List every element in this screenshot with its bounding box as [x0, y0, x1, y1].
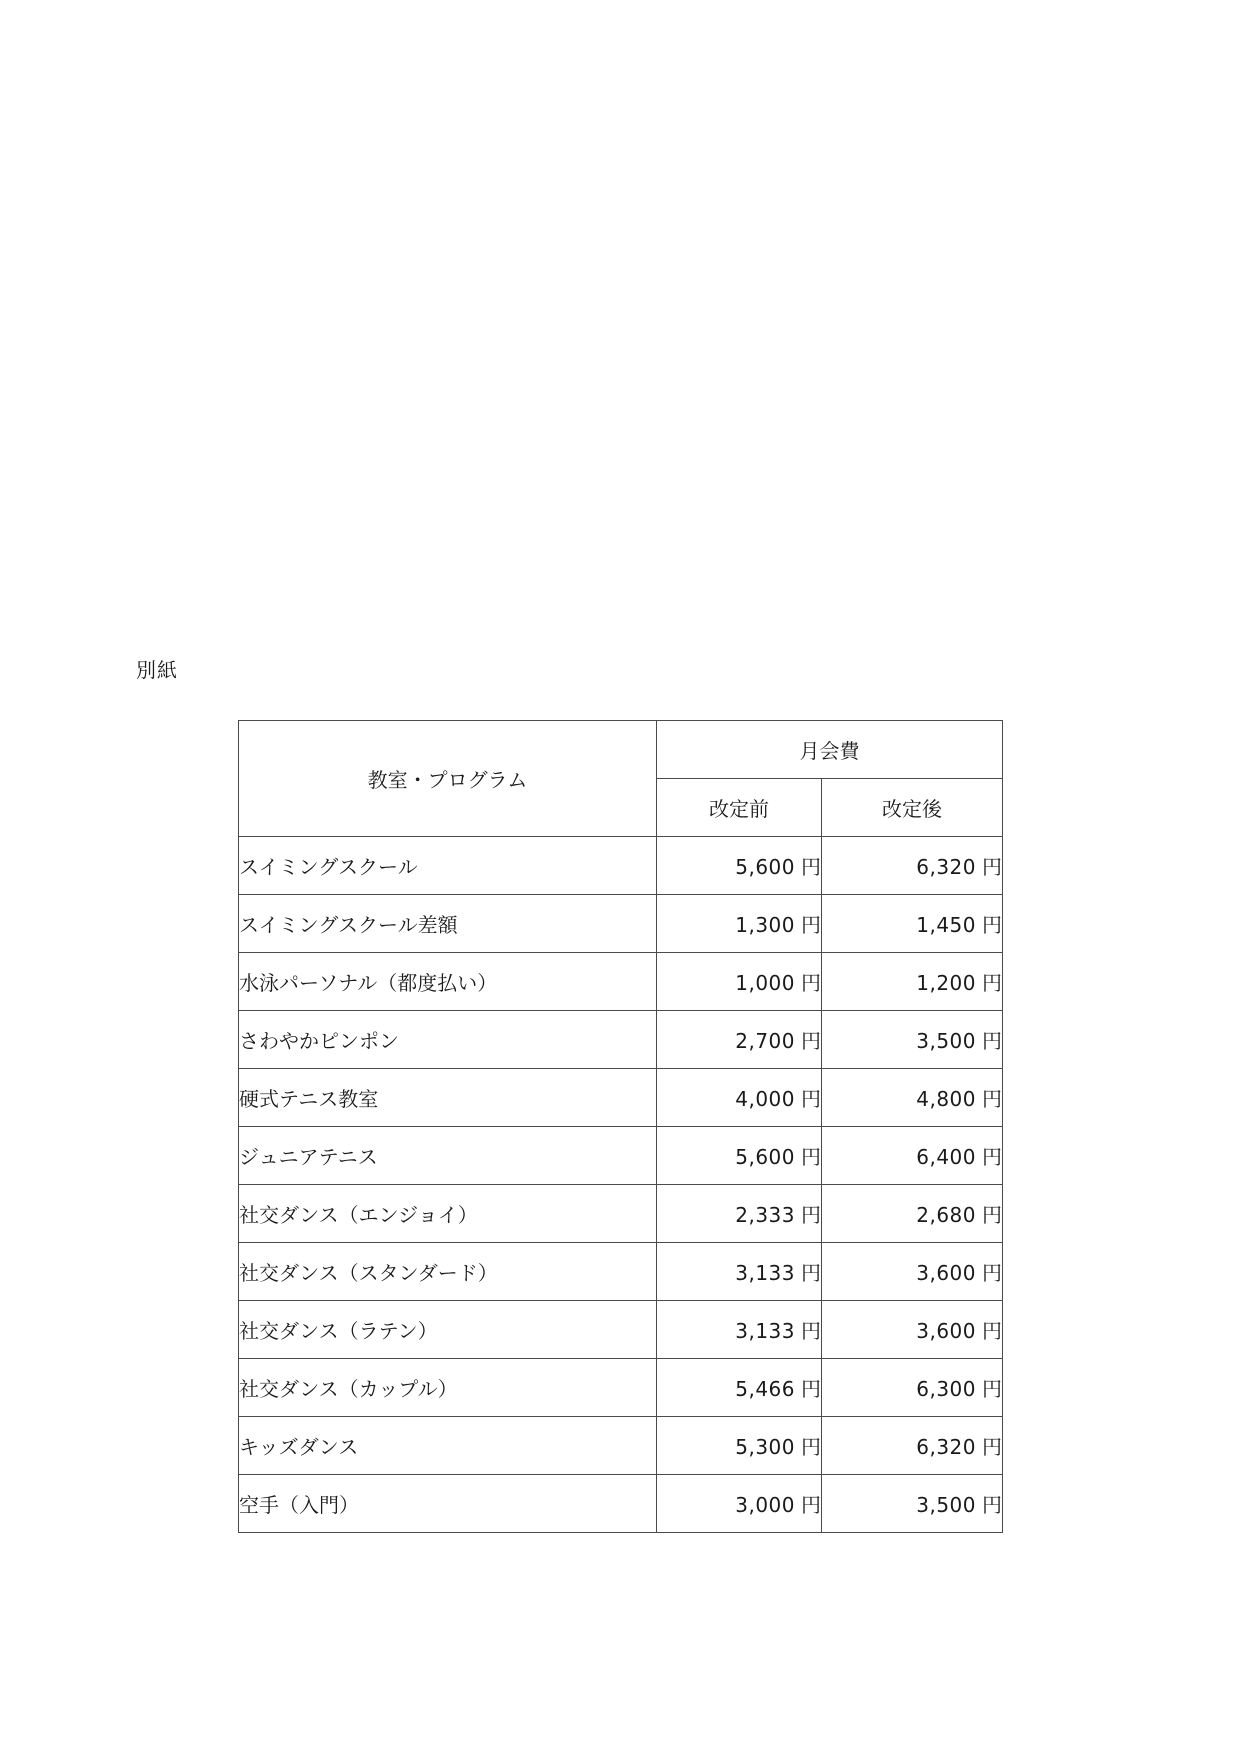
currency-unit: 円 — [982, 855, 1002, 879]
fee-after-cell — [822, 1243, 1003, 1301]
program-name: 社交ダンス（カップル） — [239, 1359, 657, 1417]
currency-unit: 円 — [982, 1261, 1002, 1285]
currency-unit: 円 — [982, 913, 1002, 937]
table-row — [239, 1475, 1003, 1533]
fee-before-cell — [657, 1127, 822, 1185]
fee-after-cell — [822, 837, 1003, 895]
currency-unit: 円 — [982, 1493, 1002, 1517]
fee-after-amount: 6,320 — [916, 855, 976, 879]
fee-after-amount: 4,800 — [916, 1087, 976, 1111]
fee-after-cell — [822, 1301, 1003, 1359]
fee-before-amount: 3,000 — [735, 1493, 795, 1517]
fee-before-amount: 5,300 — [735, 1435, 795, 1459]
fee-before-cell — [657, 1359, 822, 1417]
fee-after-cell — [822, 1127, 1003, 1185]
fee-after-cell — [822, 1069, 1003, 1127]
fee-after-amount: 1,450 — [916, 913, 976, 937]
program-column-header: 教室・プログラム — [239, 721, 657, 837]
fee-after-cell — [822, 1011, 1003, 1069]
fee-after-amount: 3,600 — [916, 1261, 976, 1285]
fee-after-cell — [822, 1185, 1003, 1243]
currency-unit: 円 — [801, 1319, 821, 1343]
currency-unit: 円 — [801, 1435, 821, 1459]
monthly-fee-group-header: 月会費 — [657, 721, 1003, 779]
fee-table-body — [239, 837, 1003, 1533]
fee-before-amount: 4,000 — [735, 1087, 795, 1111]
fee-before-amount: 5,600 — [735, 1145, 795, 1169]
fee-after-amount: 3,500 — [916, 1493, 976, 1517]
program-name: 水泳パーソナル（都度払い） — [239, 953, 657, 1011]
fee-before-cell — [657, 1069, 822, 1127]
fee-after-amount: 1,200 — [916, 971, 976, 995]
table-row — [239, 1011, 1003, 1069]
header-row — [239, 721, 1003, 779]
currency-unit: 円 — [982, 1145, 1002, 1169]
program-name: キッズダンス — [239, 1417, 657, 1475]
program-name: 空手（入門） — [239, 1475, 657, 1533]
fee-before-amount: 2,700 — [735, 1029, 795, 1053]
currency-unit: 円 — [982, 1203, 1002, 1227]
fee-after-amount: 6,320 — [916, 1435, 976, 1459]
program-name: スイミングスクール差額 — [239, 895, 657, 953]
currency-unit: 円 — [982, 1435, 1002, 1459]
fee-after-amount: 3,600 — [916, 1319, 976, 1343]
currency-unit: 円 — [801, 971, 821, 995]
program-name: 社交ダンス（ラテン） — [239, 1301, 657, 1359]
before-revision-header: 改定前 — [657, 779, 822, 837]
table-row — [239, 1417, 1003, 1475]
currency-unit: 円 — [982, 1319, 1002, 1343]
currency-unit: 円 — [982, 971, 1002, 995]
fee-before-cell — [657, 1011, 822, 1069]
attachment-label: 別紙 — [136, 658, 178, 682]
currency-unit: 円 — [801, 913, 821, 937]
fee-before-amount: 2,333 — [735, 1203, 795, 1227]
fee-after-cell — [822, 1359, 1003, 1417]
program-name: 社交ダンス（スタンダード） — [239, 1243, 657, 1301]
currency-unit: 円 — [801, 1029, 821, 1053]
program-name: ジュニアテニス — [239, 1127, 657, 1185]
fee-before-amount: 3,133 — [735, 1261, 795, 1285]
currency-unit: 円 — [982, 1087, 1002, 1111]
fee-after-cell — [822, 1475, 1003, 1533]
fee-before-cell — [657, 895, 822, 953]
fee-after-cell — [822, 895, 1003, 953]
fee-before-cell — [657, 837, 822, 895]
program-name: スイミングスクール — [239, 837, 657, 895]
currency-unit: 円 — [982, 1377, 1002, 1401]
fee-before-cell — [657, 1185, 822, 1243]
currency-unit: 円 — [801, 855, 821, 879]
after-revision-header: 改定後 — [822, 779, 1003, 837]
currency-unit: 円 — [801, 1377, 821, 1401]
fee-before-amount: 1,000 — [735, 971, 795, 995]
fee-before-cell — [657, 1301, 822, 1359]
fee-after-cell — [822, 1417, 1003, 1475]
table-row — [239, 953, 1003, 1011]
fee-after-amount: 6,300 — [916, 1377, 976, 1401]
currency-unit: 円 — [801, 1145, 821, 1169]
table-row — [239, 1127, 1003, 1185]
table-row — [239, 1069, 1003, 1127]
program-name: さわやかピンポン — [239, 1011, 657, 1069]
fee-before-amount: 5,600 — [735, 855, 795, 879]
table-row — [239, 1359, 1003, 1417]
fee-after-cell — [822, 953, 1003, 1011]
fee-before-cell — [657, 953, 822, 1011]
fee-after-amount: 2,680 — [916, 1203, 976, 1227]
currency-unit: 円 — [801, 1087, 821, 1111]
currency-unit: 円 — [801, 1203, 821, 1227]
table-row — [239, 895, 1003, 953]
program-name: 硬式テニス教室 — [239, 1069, 657, 1127]
program-name: 社交ダンス（エンジョイ） — [239, 1185, 657, 1243]
table-row — [239, 1243, 1003, 1301]
fee-before-cell — [657, 1475, 822, 1533]
table-row — [239, 1301, 1003, 1359]
currency-unit: 円 — [801, 1261, 821, 1285]
table-row — [239, 1185, 1003, 1243]
fee-before-amount: 1,300 — [735, 913, 795, 937]
fee-before-amount: 5,466 — [735, 1377, 795, 1401]
currency-unit: 円 — [982, 1029, 1002, 1053]
fee-before-amount: 3,133 — [735, 1319, 795, 1343]
monthly-fee-table — [238, 720, 1003, 1533]
fee-after-amount: 3,500 — [916, 1029, 976, 1053]
currency-unit: 円 — [801, 1493, 821, 1517]
fee-after-amount: 6,400 — [916, 1145, 976, 1169]
fee-before-cell — [657, 1417, 822, 1475]
fee-before-cell — [657, 1243, 822, 1301]
table-row — [239, 837, 1003, 895]
